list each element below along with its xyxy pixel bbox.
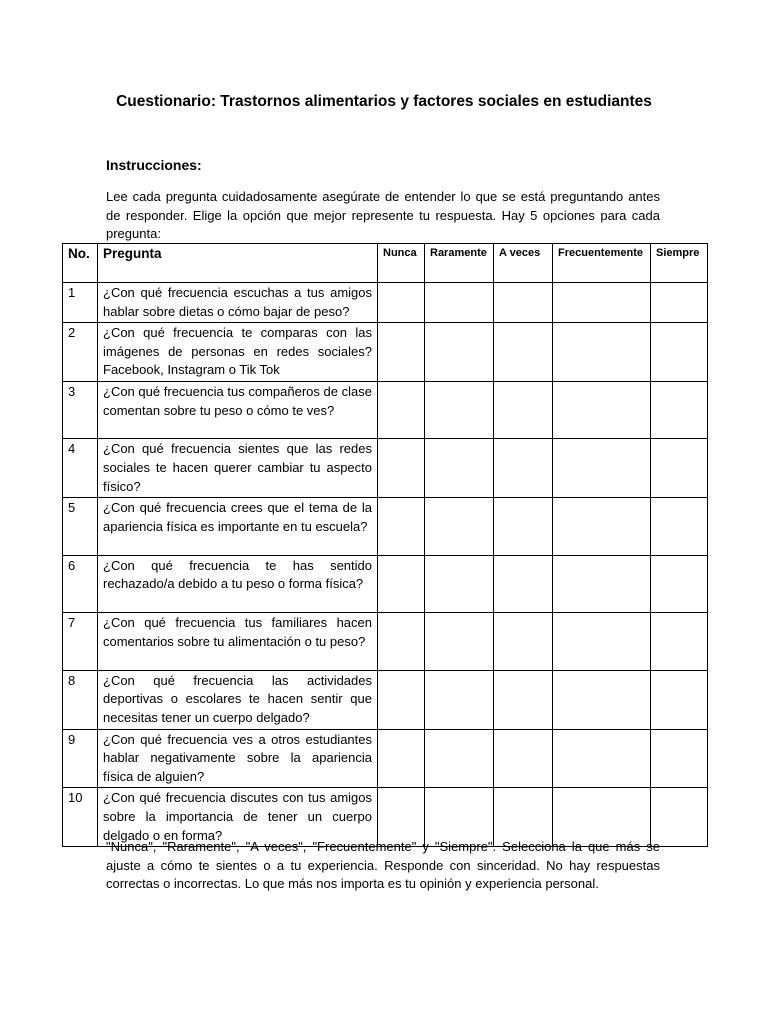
answer-cell-nunca[interactable] bbox=[378, 613, 425, 671]
answer-cell-nunca[interactable] bbox=[378, 283, 425, 323]
table-row bbox=[63, 613, 708, 671]
answer-cell-a-veces[interactable] bbox=[494, 381, 553, 439]
question-text: ¿Con qué frecuencia te comparas con las imágenes de personas en redes sociales? Facebook, Instagram o Tik Tok bbox=[98, 323, 378, 382]
row-number: 10 bbox=[63, 788, 98, 847]
answer-cell-raramente[interactable] bbox=[425, 729, 494, 788]
answer-cell-raramente[interactable] bbox=[425, 555, 494, 613]
row-number: 2 bbox=[63, 323, 98, 382]
answer-cell-a-veces[interactable] bbox=[494, 498, 553, 556]
row-number: 4 bbox=[63, 439, 98, 498]
table-row bbox=[63, 283, 708, 323]
table-row bbox=[63, 439, 708, 498]
answer-cell-frecuentemente[interactable] bbox=[553, 381, 651, 439]
answer-cell-raramente[interactable] bbox=[425, 283, 494, 323]
question-text: ¿Con qué frecuencia ves a otros estudiantes hablar negativamente sobre la apariencia física de alguien? bbox=[98, 729, 378, 788]
header-a-veces: A veces bbox=[494, 244, 553, 283]
questionnaire-table bbox=[62, 243, 708, 847]
answer-cell-raramente[interactable] bbox=[425, 670, 494, 729]
answer-cell-siempre[interactable] bbox=[651, 323, 708, 382]
answer-cell-raramente[interactable] bbox=[425, 613, 494, 671]
answer-cell-siempre[interactable] bbox=[651, 613, 708, 671]
answer-cell-nunca[interactable] bbox=[378, 555, 425, 613]
header-raramente: Raramente bbox=[425, 244, 494, 283]
answer-cell-a-veces[interactable] bbox=[494, 670, 553, 729]
answer-cell-a-veces[interactable] bbox=[494, 323, 553, 382]
row-number: 5 bbox=[63, 498, 98, 556]
answer-cell-siempre[interactable] bbox=[651, 439, 708, 498]
answer-cell-frecuentemente[interactable] bbox=[553, 498, 651, 556]
answer-cell-nunca[interactable] bbox=[378, 323, 425, 382]
answer-cell-siempre[interactable] bbox=[651, 555, 708, 613]
answer-cell-raramente[interactable] bbox=[425, 381, 494, 439]
question-text: ¿Con qué frecuencia crees que el tema de la apariencia física es importante en tu escuela? bbox=[98, 498, 378, 556]
answer-cell-a-veces[interactable] bbox=[494, 729, 553, 788]
answer-cell-frecuentemente[interactable] bbox=[553, 323, 651, 382]
answer-cell-raramente[interactable] bbox=[425, 498, 494, 556]
table-row bbox=[63, 498, 708, 556]
answer-cell-a-veces[interactable] bbox=[494, 555, 553, 613]
row-number: 7 bbox=[63, 613, 98, 671]
header-frecuentemente: Frecuentemente bbox=[553, 244, 651, 283]
answer-cell-nunca[interactable] bbox=[378, 729, 425, 788]
instructions-heading: Instrucciones: bbox=[106, 157, 202, 173]
answer-cell-siempre[interactable] bbox=[651, 498, 708, 556]
answer-cell-raramente[interactable] bbox=[425, 439, 494, 498]
answer-cell-siempre[interactable] bbox=[651, 670, 708, 729]
question-text: ¿Con qué frecuencia sientes que las redes sociales te hacen querer cambiar tu aspecto físico? bbox=[98, 439, 378, 498]
question-text: ¿Con qué frecuencia te has sentido rechazado/a debido a tu peso o forma física? bbox=[98, 555, 378, 613]
answer-cell-siempre[interactable] bbox=[651, 729, 708, 788]
answer-cell-a-veces[interactable] bbox=[494, 439, 553, 498]
answer-cell-frecuentemente[interactable] bbox=[553, 283, 651, 323]
answer-cell-siempre[interactable] bbox=[651, 283, 708, 323]
row-number: 9 bbox=[63, 729, 98, 788]
answer-cell-frecuentemente[interactable] bbox=[553, 729, 651, 788]
answer-cell-nunca[interactable] bbox=[378, 381, 425, 439]
table-header-row bbox=[63, 244, 708, 283]
table-row bbox=[63, 555, 708, 613]
answer-cell-frecuentemente[interactable] bbox=[553, 555, 651, 613]
intro-paragraph: Lee cada pregunta cuidadosamente asegúrate de entender lo que se está preguntando antes de responder. Elige la opción que mejor represente tu respuesta. Hay 5 opciones para cada pregunta: bbox=[106, 189, 660, 242]
table-row bbox=[63, 729, 708, 788]
table-row bbox=[63, 323, 708, 382]
answer-cell-raramente[interactable] bbox=[425, 323, 494, 382]
header-no: No. bbox=[63, 244, 98, 283]
outro-paragraph: "Nunca", "Raramente", "A veces", "Frecuentemente" y "Siempre". Selecciona la que más se ajuste a cómo te sientes o a tu experiencia. Responde con sinceridad. No hay respuestas correctas o incorrectas. Lo que más nos importa es tu opinión y experiencia personal. bbox=[106, 839, 660, 892]
question-text: ¿Con qué frecuencia tus familiares hacen comentarios sobre tu alimentación o tu peso? bbox=[98, 613, 378, 671]
answer-cell-a-veces[interactable] bbox=[494, 613, 553, 671]
question-text: ¿Con qué frecuencia las actividades deportivas o escolares te hacen sentir que necesitas tener un cuerpo delgado? bbox=[98, 670, 378, 729]
question-text: ¿Con qué frecuencia tus compañeros de clase comentan sobre tu peso o cómo te ves? bbox=[98, 381, 378, 439]
document-title: Cuestionario: Trastornos alimentarios y factores sociales en estudiantes bbox=[116, 93, 652, 110]
question-text: ¿Con qué frecuencia escuchas a tus amigos hablar sobre dietas o cómo bajar de peso? bbox=[98, 283, 378, 323]
row-number: 1 bbox=[63, 283, 98, 323]
answer-cell-siempre[interactable] bbox=[651, 381, 708, 439]
answer-cell-nunca[interactable] bbox=[378, 670, 425, 729]
header-question: Pregunta bbox=[98, 244, 378, 283]
answer-cell-a-veces[interactable] bbox=[494, 283, 553, 323]
answer-cell-frecuentemente[interactable] bbox=[553, 439, 651, 498]
answer-cell-frecuentemente[interactable] bbox=[553, 670, 651, 729]
answer-cell-frecuentemente[interactable] bbox=[553, 613, 651, 671]
header-nunca: Nunca bbox=[378, 244, 425, 283]
question-text: ¿Con qué frecuencia discutes con tus amigos sobre la importancia de tener un cuerpo delgado o en forma? bbox=[98, 788, 378, 847]
row-number: 6 bbox=[63, 555, 98, 613]
answer-cell-nunca[interactable] bbox=[378, 439, 425, 498]
row-number: 8 bbox=[63, 670, 98, 729]
header-siempre: Siempre bbox=[651, 244, 708, 283]
row-number: 3 bbox=[63, 381, 98, 439]
table-row bbox=[63, 381, 708, 439]
table-row bbox=[63, 670, 708, 729]
answer-cell-nunca[interactable] bbox=[378, 498, 425, 556]
